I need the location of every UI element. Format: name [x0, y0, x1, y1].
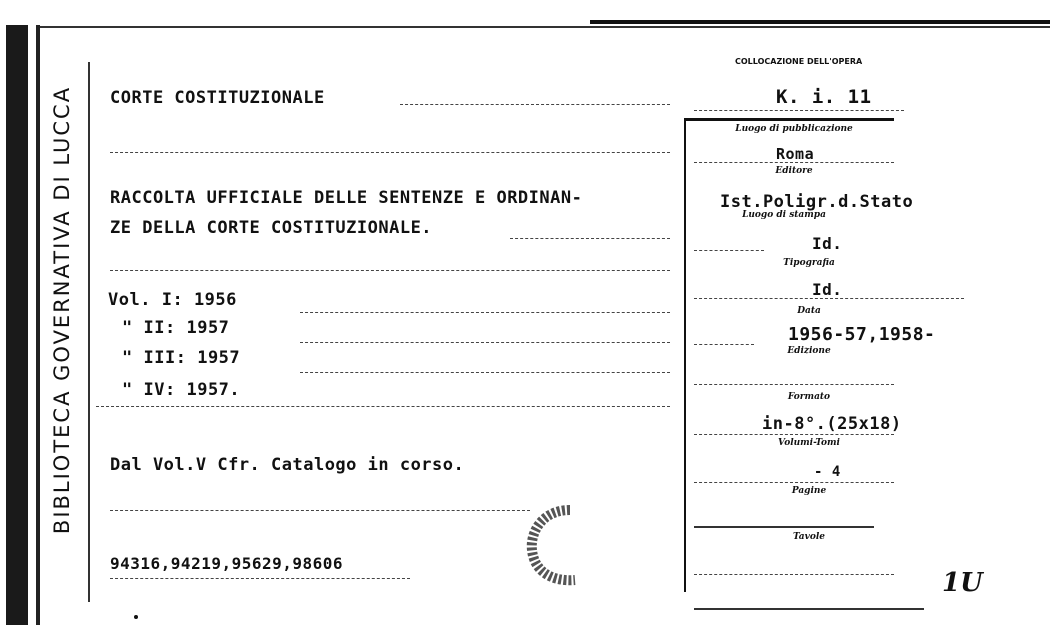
formato-value: in-8°.(25x18) [762, 414, 902, 434]
dot-mark [134, 615, 138, 619]
volume-row-4: " IV: 1957. [122, 380, 241, 400]
author-heading: CORTE COSTITUZIONALE [110, 88, 325, 108]
edizione-label: Edizione [787, 346, 831, 356]
luogo-stampa-rule [694, 250, 764, 251]
collocazione-value: K. i. 11 [776, 86, 872, 108]
luogo-pubblicazione-label: Luogo di pubblicazione [735, 124, 853, 134]
title-line-2: ZE DELLA CORTE COSTITUZIONALE. [110, 218, 433, 238]
panel-top-border [684, 118, 894, 121]
card-spine [0, 0, 42, 628]
volumi-value: - 4 [814, 464, 841, 480]
blank-rule-3 [110, 510, 530, 511]
volume-row-1: Vol. I: 1956 [108, 290, 237, 310]
edizione-rule [694, 384, 894, 385]
volume-rule-4 [96, 406, 670, 407]
volumi-label: Volumi-Tomi [778, 438, 840, 448]
volume-rule-2 [300, 342, 670, 343]
luogo-stampa-value: Id. [812, 234, 843, 253]
pagine-rule [694, 526, 874, 528]
volume-row-2: " II: 1957 [122, 318, 230, 338]
volume-rule-3 [300, 372, 670, 373]
data-rule [694, 344, 754, 345]
spine-band [36, 25, 40, 625]
top-edge-line [590, 20, 1050, 24]
volume-row-3: " III: 1957 [122, 348, 241, 368]
left-margin-line [88, 62, 90, 602]
volume-rule-1 [300, 312, 670, 313]
formato-label: Formato [787, 392, 831, 402]
tipografia-value: Id. [812, 280, 843, 299]
author-rule [400, 104, 670, 105]
inventory-numbers: 94316,94219,95629,98606 [110, 554, 344, 573]
luogo-stampa-label: Luogo di stampa [742, 210, 826, 220]
luogo-pubblicazione-rule [694, 162, 894, 163]
inventory-rule [110, 578, 410, 579]
editore-label: Editore [775, 166, 813, 176]
details-panel [684, 118, 1050, 628]
tavole-label: Tavole [792, 532, 826, 542]
panel-left-border [684, 118, 686, 592]
blank-rule-2 [110, 270, 670, 271]
tavole-rule [694, 574, 894, 575]
title-rule [510, 238, 670, 239]
spine-bar [6, 25, 28, 625]
luogo-pubblicazione-value: Roma [776, 145, 815, 163]
tipografia-rule [694, 298, 964, 299]
pagine-label: Pagine [791, 486, 827, 496]
panel-bottom-rule [694, 608, 924, 610]
data-value: 1956-57,1958- [788, 324, 936, 345]
library-stamp [520, 500, 590, 590]
title-line-1: RACCOLTA UFFICIALE DELLE SENTENZE E ORDINAN- [110, 188, 583, 208]
catalog-note: Dal Vol.V Cfr. Catalogo in corso. [110, 455, 465, 475]
volumi-rule [694, 482, 894, 483]
formato-rule [694, 434, 894, 435]
blank-rule-1 [110, 152, 670, 153]
editore-value: Ist.Poligr.d.Stato [720, 192, 914, 212]
tipografia-label: Tipografia [783, 258, 835, 268]
top-rule [40, 26, 1050, 28]
handwritten-mark: 1U [942, 568, 983, 598]
library-name: BIBLIOTECA GOVERNATIVA DI LUCCA [50, 85, 74, 535]
collocazione-label: COLLOCAZIONE DELL'OPERA [735, 57, 863, 66]
data-label: Data [797, 306, 821, 316]
collocazione-rule [694, 110, 904, 111]
